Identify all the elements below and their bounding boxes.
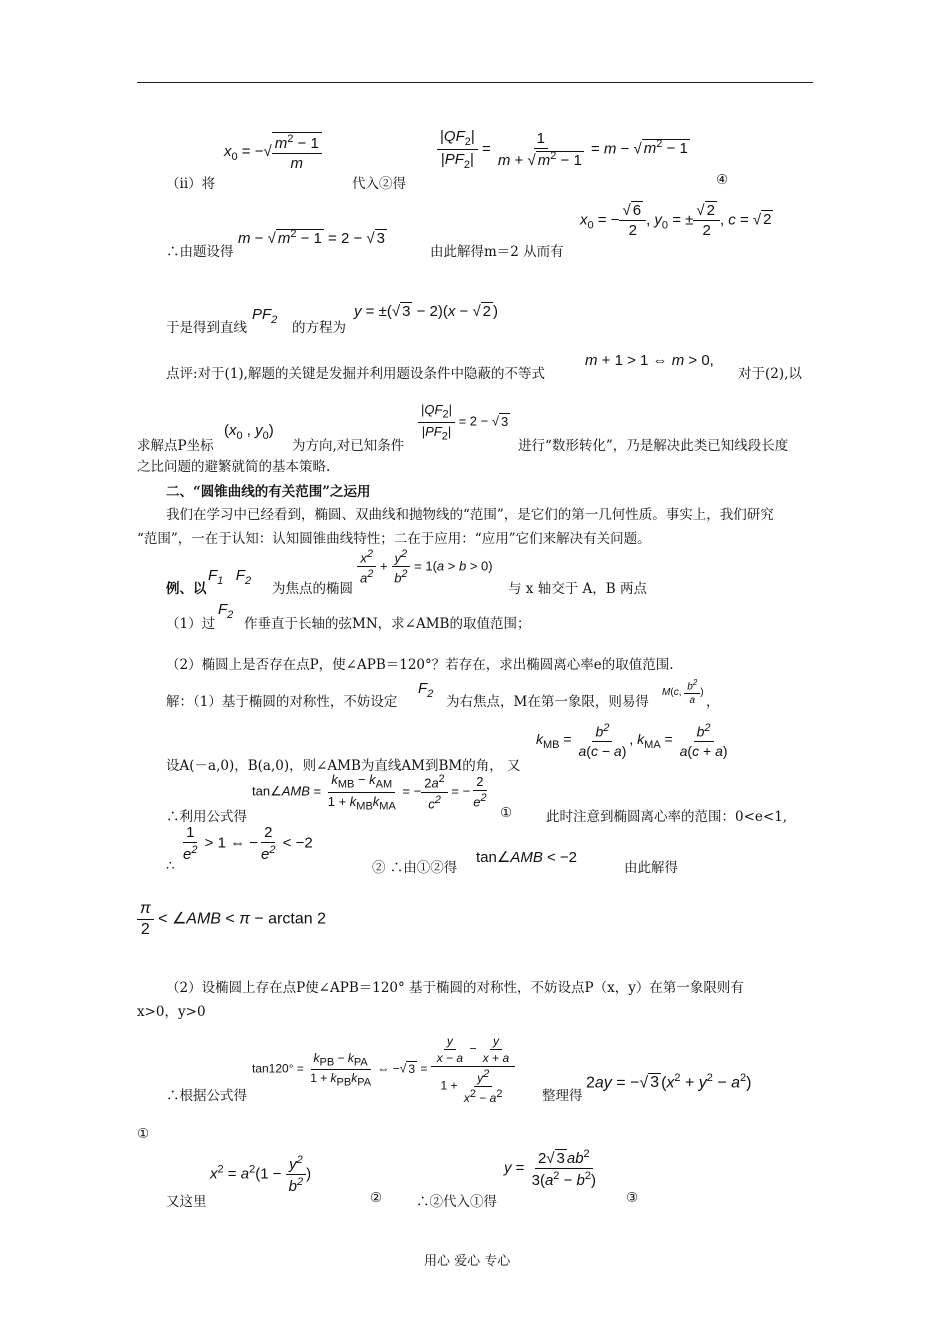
formula-inequality: m + 1 > 1 ⇔ m > 0, (585, 352, 714, 369)
page-footer: 用心 爱心 专心 (424, 1254, 511, 1269)
paragraph: “范围”，一在于认知：认知圆锥曲线特性；二在于应用：“应用”它们来解决有关问题。 (137, 531, 651, 547)
text-line: ∴ (166, 858, 175, 874)
text-line: 整理得 (542, 1088, 583, 1104)
text-line: 为焦点的椭圆 (272, 581, 353, 597)
text-line: 求解点P坐标 (137, 438, 214, 454)
text-line: ∴根据公式得 (166, 1088, 247, 1104)
text-line: ③ (626, 1190, 639, 1206)
formula-ratio: $\frac{|QF_2|}{|PF_2|}$ = $\frac{1}{m + √ m^2 - 1}$ = m − √ $m^2 - 1$ (437, 128, 690, 171)
text-line: 又这里 (166, 1194, 207, 1210)
text-line: （ii）将 (166, 176, 216, 192)
text-line: 的方程为 (292, 320, 346, 336)
text-line: 于是得到直线 (166, 320, 247, 336)
text-line: 点评:对于(1),解题的关键是发掘并利用题设条件中隐蔽的不等式 (166, 366, 545, 382)
formula-tan120: tan120° = $\frac{k_{PB} - k_{PA}}{1 + k_{PB}k_{PA}}$ ⇔ −√ 3 = $\frac{y}{x - a}$ − $\frac{y}{x + a}$ 1 + $\frac{y^2}{x^2 - a^2}$ (252, 1034, 515, 1105)
text-line: 为方向,对已知条件 (292, 438, 405, 454)
text-line: 设A(－a,0)，B(a,0)，则∠AMB为直线AM到BM的角， 又 (166, 758, 521, 774)
formula-tanAMB: tan∠AMB = $\frac{k_{MB} - k_{AM}}{1 + k_{MB}k_{MA}}$ = − $\frac{2a^2}{c^2}$ = − $\frac{2}{e^2}$ (252, 772, 487, 813)
formula-x2: $x^2 = a^2(1$ − $\frac{y^2}{b^2}$ ) (210, 1154, 312, 1195)
text-line: ∴由题设得 (166, 244, 234, 260)
formula-slopes: $k_{MB}$ = $\frac{b^2}{a(c - a)}$ , $k_{MA}$ = $\frac{b^2}{a(c + a)}$ (536, 722, 728, 759)
section-heading: 二、“圆锥曲线的有关范围”之运用 (166, 484, 371, 500)
text-line: ① (500, 805, 513, 821)
text-line: ∴②代入①得 (416, 1194, 497, 1210)
text-line: ② (370, 1190, 383, 1206)
text-line: ② ∴由①②得 (372, 860, 458, 876)
paragraph: x>0，y>0 (137, 1004, 206, 1020)
text-line: （2）椭圆上是否存在点P，使∠APB＝120°？若存在，求出椭圆离心率e的取值范围. (166, 657, 674, 673)
text-line: 之比问题的避繁就简的基本策略. (137, 459, 331, 475)
formula-2ay: 2ay = −√ 3 $(x^2 + y^2 - a^2)$ (586, 1072, 752, 1092)
text-line: 代入②得 (352, 176, 406, 192)
formula-condition: m − √ $m^2 - 1 = 2$ − √ 3 (238, 228, 385, 247)
example-label: 例、以 (166, 581, 207, 597)
formula-line: y = ±(√ 3 − 2)(x − √ 2 ) (354, 303, 499, 320)
text-line: ， (706, 694, 720, 710)
formula-F2: $F_2$ (218, 601, 234, 621)
formula-coord: ($x_0$ , $y_0$) (224, 422, 274, 442)
text-line: 进行“数形转化”，乃是解决此类已知线段长度 (518, 438, 789, 454)
text-line: 由此解得 (624, 860, 678, 876)
text-line: ④ (716, 172, 729, 188)
text-line: 此时注意到椭圆离心率的范围：0<e<1, (546, 809, 788, 825)
formula-PF2: $PF_2$ (252, 306, 278, 326)
text-line: 与 x 轴交于 A，B 两点 (508, 581, 647, 597)
formula-F2: $F_2$ (418, 680, 434, 700)
formula-given: $\frac{|QF_2|}{|PF_2|}$ = 2 − √ 3 (418, 402, 510, 442)
text-line: 对于(2),以 (738, 366, 802, 382)
header-rule (137, 82, 813, 83)
text-line: ① (137, 1126, 150, 1142)
text-line: ∴利用公式得 (166, 809, 247, 825)
formula-foci: $F_1$ $F_2$ (208, 567, 252, 587)
formula-e-inequality: $\frac{1}{e^2}$ > 1 ⇔ − $\frac{2}{e^2}$ < −2 (183, 824, 313, 863)
paragraph: （2）设椭圆上存在点P使∠APB＝120° 基于椭圆的对称性，不妨设点P（x，y）在第一象限则有 (166, 980, 744, 996)
text-line: 由此解得m＝2 从而有 (430, 244, 564, 260)
formula-y-result: y = $\frac{2√ 3 ab^2}{3(a^2 - b^2)}$ (504, 1148, 596, 1189)
formula-M: M(c, $\frac{b^2}{a}$ ) (662, 678, 704, 707)
formula-values: $x_0$ = − $\frac{√ 6}{2}$ , $y_0$ = ± $\frac{√ 2}{2}$ , c = √ 2 (580, 202, 772, 239)
paragraph: 我们在学习中已经看到，椭圆、双曲线和抛物线的“范围”，是它们的第一几何性质。事实上，我们研究 (166, 507, 774, 523)
formula-result: $\frac{\pi}{2}$ < ∠AMB < π − arctan 2 (137, 900, 326, 939)
text-line: 作垂直于长轴的弦MN，求∠AMB的取值范围； (244, 616, 531, 632)
formula-x0: $x_0$ = −√ $\frac{m^2 - 1}{m}$ (224, 132, 322, 172)
text-line: 为右焦点，M在第一象限，则易得 (446, 694, 649, 710)
text-line: （1）过 (166, 616, 216, 632)
formula-ellipse: $\frac{x^2}{a^2}$ + $\frac{y^2}{b^2}$ = 1(a > b > 0) (357, 548, 493, 586)
formula-tan-inequality: tan∠AMB < −2 (476, 849, 578, 866)
text-line: 解：（1）基于椭圆的对称性，不妨设定 (166, 694, 398, 710)
